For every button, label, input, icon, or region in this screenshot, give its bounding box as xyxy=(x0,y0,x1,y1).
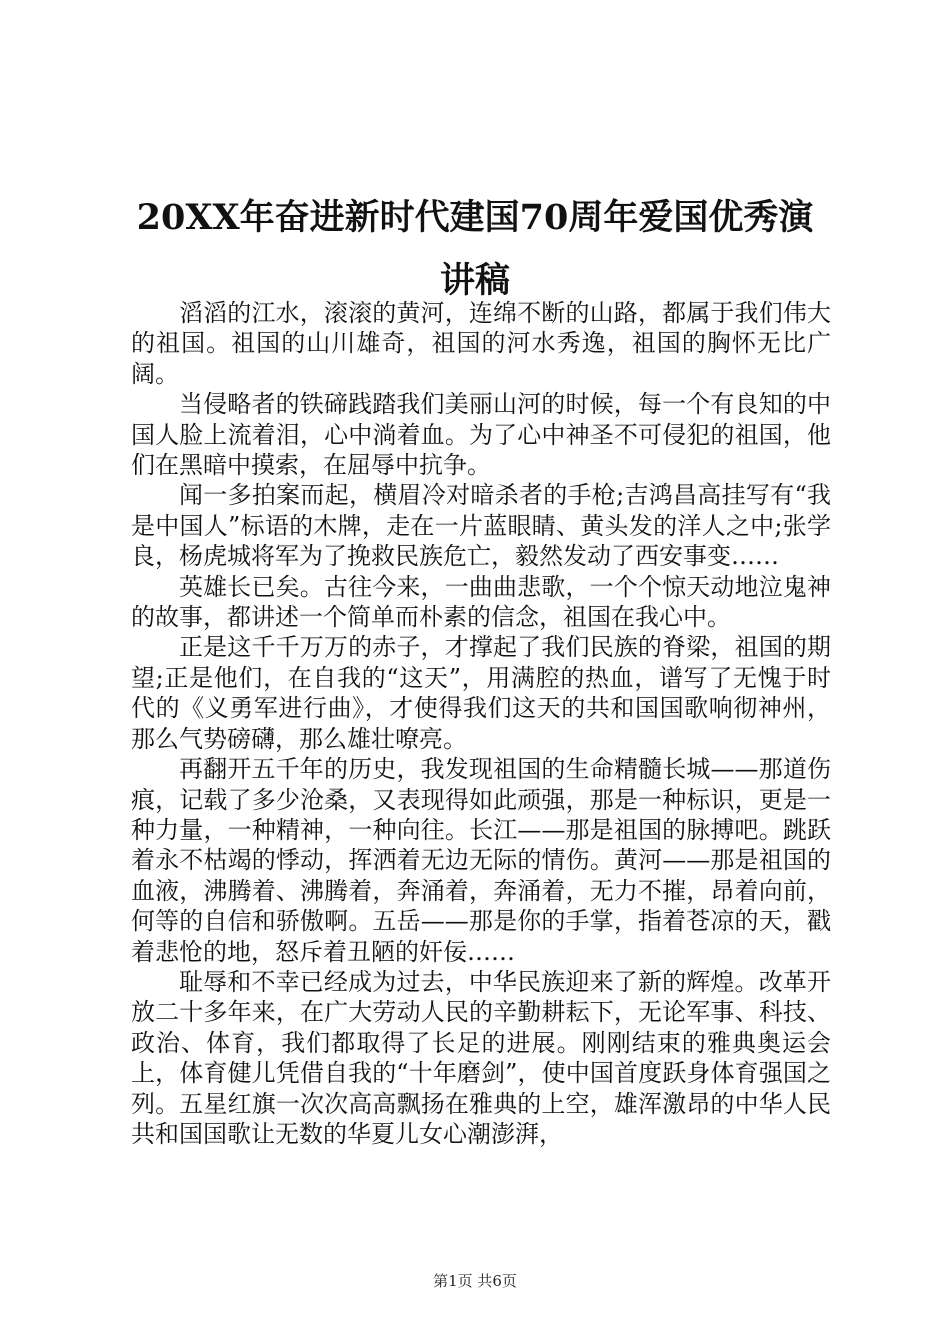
paragraph: 耻辱和不幸已经成为过去，中华民族迎来了新的辉煌。改革开放二十多年来，在广大劳动人民的辛勤耕耘下，无论军事、科技、政治、体育，我们都取得了长足的进展。刚刚结束的雅典奥运会上，体育健儿凭借自我的“十年磨剑”，使中国首度跃身体育强国之列。五星红旗一次次高高飘扬在雅典的上空，雄浑激昂的中华人民共和国国歌让无数的华夏儿女心潮澎湃， xyxy=(131,967,831,1148)
paragraph: 正是这千千万万的赤子，才撑起了我们民族的脊梁，祖国的期望;正是他们，在自我的“这天”，用满腔的热血，谱写了无愧于时代的《义勇军进行曲》，才使得我们这天的共和国国歌响彻神州，那么气势磅礴，那么雄壮嘹亮。 xyxy=(131,633,831,753)
paragraph: 英雄长已矣。古往今来，一曲曲悲歌，一个个惊天动地泣鬼神的故事，都讲述一个简单而朴素的信念，祖国在我心中。 xyxy=(131,572,831,632)
paragraph: 再翻开五千年的历史，我发现祖国的生命精髓长城——那道伤痕，记载了多少沧桑，又表现得如此顽强，那是一种标识，更是一种力量，一种精神，一种向往。长江——那是祖国的脉搏吧。跳跃着永不枯竭的悸动，挥洒着无边无际的情伤。黄河——那是祖国的血液，沸腾着、沸腾着，奔涌着，奔涌着，无力不摧，昂着向前，何等的自信和骄傲啊。五岳——那是你的手掌，指着苍凉的天，戳着悲怆的地，怒斥着丑陋的奸佞…… xyxy=(131,755,831,966)
document-body xyxy=(131,298,831,1149)
paragraph: 闻一多拍案而起，横眉冷对暗杀者的手枪;吉鸿昌高挂写有“我是中国人”标语的木牌，走在一片蓝眼睛、黄头发的洋人之中;张学良，杨虎城将军为了挽救民族危亡，毅然发动了西安事变…… xyxy=(131,481,831,571)
document-title: 20XX年奋进新时代建国70周年爱国优秀演讲稿 xyxy=(136,197,814,301)
page-number-footer: 第1页 共6页 xyxy=(433,1272,517,1290)
paragraph: 滔滔的江水，滚滚的黄河，连绵不断的山路，都属于我们伟大的祖国。祖国的山川雄奇，祖国的河水秀逸，祖国的胸怀无比广阔。 xyxy=(131,299,831,388)
paragraph: 当侵略者的铁碲践踏我们美丽山河的时候，每一个有良知的中国人脸上流着泪，心中淌着血。为了心中神圣不可侵犯的祖国，他们在黑暗中摸索，在屈辱中抗争。 xyxy=(131,390,831,480)
